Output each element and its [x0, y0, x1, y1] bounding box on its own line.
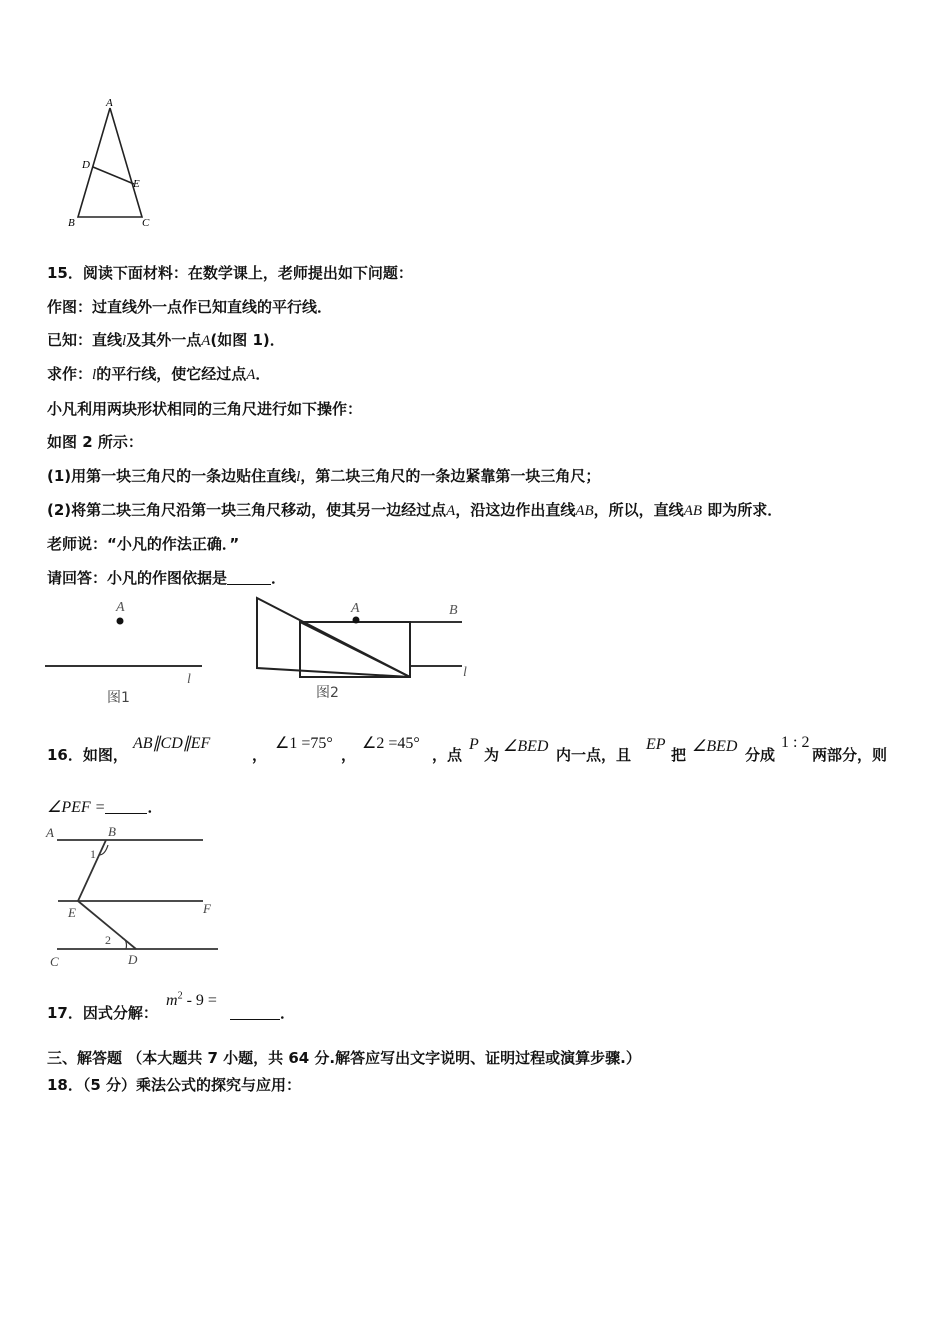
q15-answer — [47, 567, 286, 588]
q15-known-a: A — [201, 333, 211, 349]
label-e: E — [133, 178, 140, 190]
q15-teacher: 老师说：“小凡的作法正确．” — [47, 535, 240, 553]
fig2-label-l: l — [463, 665, 467, 680]
figure-1 — [40, 595, 215, 715]
q16-comma-1: ， — [252, 746, 268, 764]
q17-end: ． — [280, 1004, 296, 1022]
q16-ep: EP — [646, 736, 666, 753]
q16-label-b: B — [108, 824, 116, 839]
label-b: B — [68, 217, 75, 229]
q15-known-l: l — [122, 333, 127, 349]
q16-point-word: ，点 — [432, 746, 463, 764]
q16-line1 — [47, 744, 128, 765]
q15-step1-pre: (1)用第一块三角尺的一条边贴住直线 — [47, 467, 297, 485]
q15-known-pre: 已知：直线 — [47, 331, 123, 349]
q15-step2-ab2: AB — [683, 503, 703, 519]
q15-intro: 小凡利用两块形状相同的三角尺进行如下操作： — [47, 400, 363, 418]
fig1-caption: 图1 — [107, 690, 130, 706]
fig1-point-a — [117, 618, 124, 625]
fig1-label-l: l — [187, 672, 191, 687]
q15-req-l: l — [92, 367, 97, 383]
q16-bed: ∠BED — [503, 738, 549, 755]
q16-prefix: 16．如图， — [47, 746, 128, 764]
q15-known-mid: 及其外一点 — [126, 331, 202, 349]
q15-step1-l: l — [296, 469, 301, 485]
q15-task: 作图：过直线外一点作已知直线的平行线． — [47, 298, 333, 316]
q16-line2 — [47, 796, 162, 817]
q15-step2-ab: AB — [575, 503, 594, 519]
q16-label-a: A — [46, 825, 54, 840]
label-a: A — [106, 97, 113, 109]
q15-require — [47, 363, 270, 384]
q15-answer-prompt: 请回答：小凡的作图依据是 — [47, 569, 228, 587]
q15-step2-mid2: ，所以，直线 — [593, 501, 684, 519]
q16-two-parts: 两部分，则 — [812, 746, 888, 764]
q16-bed2: ∠BED — [692, 738, 738, 755]
q16-parallel: AB∥CD∥EF — [133, 735, 211, 752]
q15-title: 15．阅读下面材料：在数学课上，老师提出如下问题： — [47, 264, 413, 282]
q16-inside: 内一点，且 — [556, 746, 632, 764]
q16-angle2: ∠2 =45° — [362, 735, 420, 752]
q16-comma-2: ， — [341, 746, 357, 764]
q15-known — [47, 329, 285, 350]
q16-label-e: E — [68, 905, 76, 920]
q16-label-1: 1 — [90, 847, 96, 861]
q15-req-post: ． — [255, 365, 271, 383]
q17-expression — [166, 990, 217, 1010]
q17-m: m — [166, 992, 178, 1009]
label-c: C — [142, 217, 150, 229]
q16-angle1: ∠1 =75° — [275, 735, 333, 752]
triangle-figure — [60, 95, 170, 235]
q15-step2-mid: ，沿这边作出直线 — [455, 501, 576, 519]
q15-req-a: A — [246, 367, 256, 383]
section-3-heading: 三、解答题 （本大题共 7 小题，共 64 分.解答应写出文字说明、证明过程或演算步骤.） — [47, 1049, 641, 1067]
q16-pef: ∠PEF = — [47, 799, 106, 816]
q15-step2 — [47, 499, 782, 520]
q15-step1 — [47, 465, 600, 486]
fig2-hypotenuse — [300, 622, 410, 677]
q16-ratio: 1 : 2 — [781, 734, 810, 751]
q15-step2-a: A — [446, 503, 456, 519]
q17-rest: - 9 = — [182, 992, 217, 1009]
q15-fig2-note: 如图 2 所示： — [47, 433, 143, 451]
q16-answer-blank[interactable] — [105, 799, 147, 814]
q15-step1-post: ，第二块三角尺的一条边紧靠第一块三角尺； — [300, 467, 601, 485]
q15-req-mid: 的平行线，使它经过点 — [96, 365, 247, 383]
q15-answer-end: ． — [271, 569, 287, 587]
q16-divide: 分成 — [745, 746, 776, 764]
fig2-label-b: B — [449, 603, 458, 618]
q16-label-c: C — [50, 954, 59, 969]
fig2-caption: 图2 — [316, 685, 339, 701]
q17-sup: 2 — [177, 990, 183, 1002]
q16-label-f: F — [203, 901, 211, 916]
q17-prefix: 17．因式分解： — [47, 1004, 158, 1022]
q15-step2-post: 即为所求． — [702, 501, 783, 519]
fig2-point-a — [353, 617, 360, 624]
figure-2 — [250, 592, 480, 712]
q15-known-post: (如图 1)． — [210, 331, 285, 349]
q16-end: ． — [147, 798, 163, 816]
q16-label-2: 2 — [105, 933, 111, 947]
q16-p: P — [469, 736, 479, 753]
q16-label-d: D — [128, 952, 138, 967]
q15-step2-pre: (2)将第二块三角尺沿第一块三角尺移动，使其另一边经过点 — [47, 501, 447, 519]
q15-req-pre: 求作： — [47, 365, 93, 383]
fig2-label-a: A — [351, 601, 360, 616]
q16-figure — [40, 820, 230, 970]
fig1-label-a: A — [116, 600, 125, 615]
q18-title: 18．（5 分）乘法公式的探究与应用： — [47, 1076, 302, 1094]
q17-answer-blank[interactable] — [230, 1005, 280, 1020]
q15-answer-blank[interactable] — [227, 570, 271, 585]
q16-ba: 把 — [671, 746, 687, 764]
q17-answer — [230, 1002, 295, 1023]
label-d: D — [82, 159, 90, 171]
q16-is-word: 为 — [484, 746, 500, 764]
